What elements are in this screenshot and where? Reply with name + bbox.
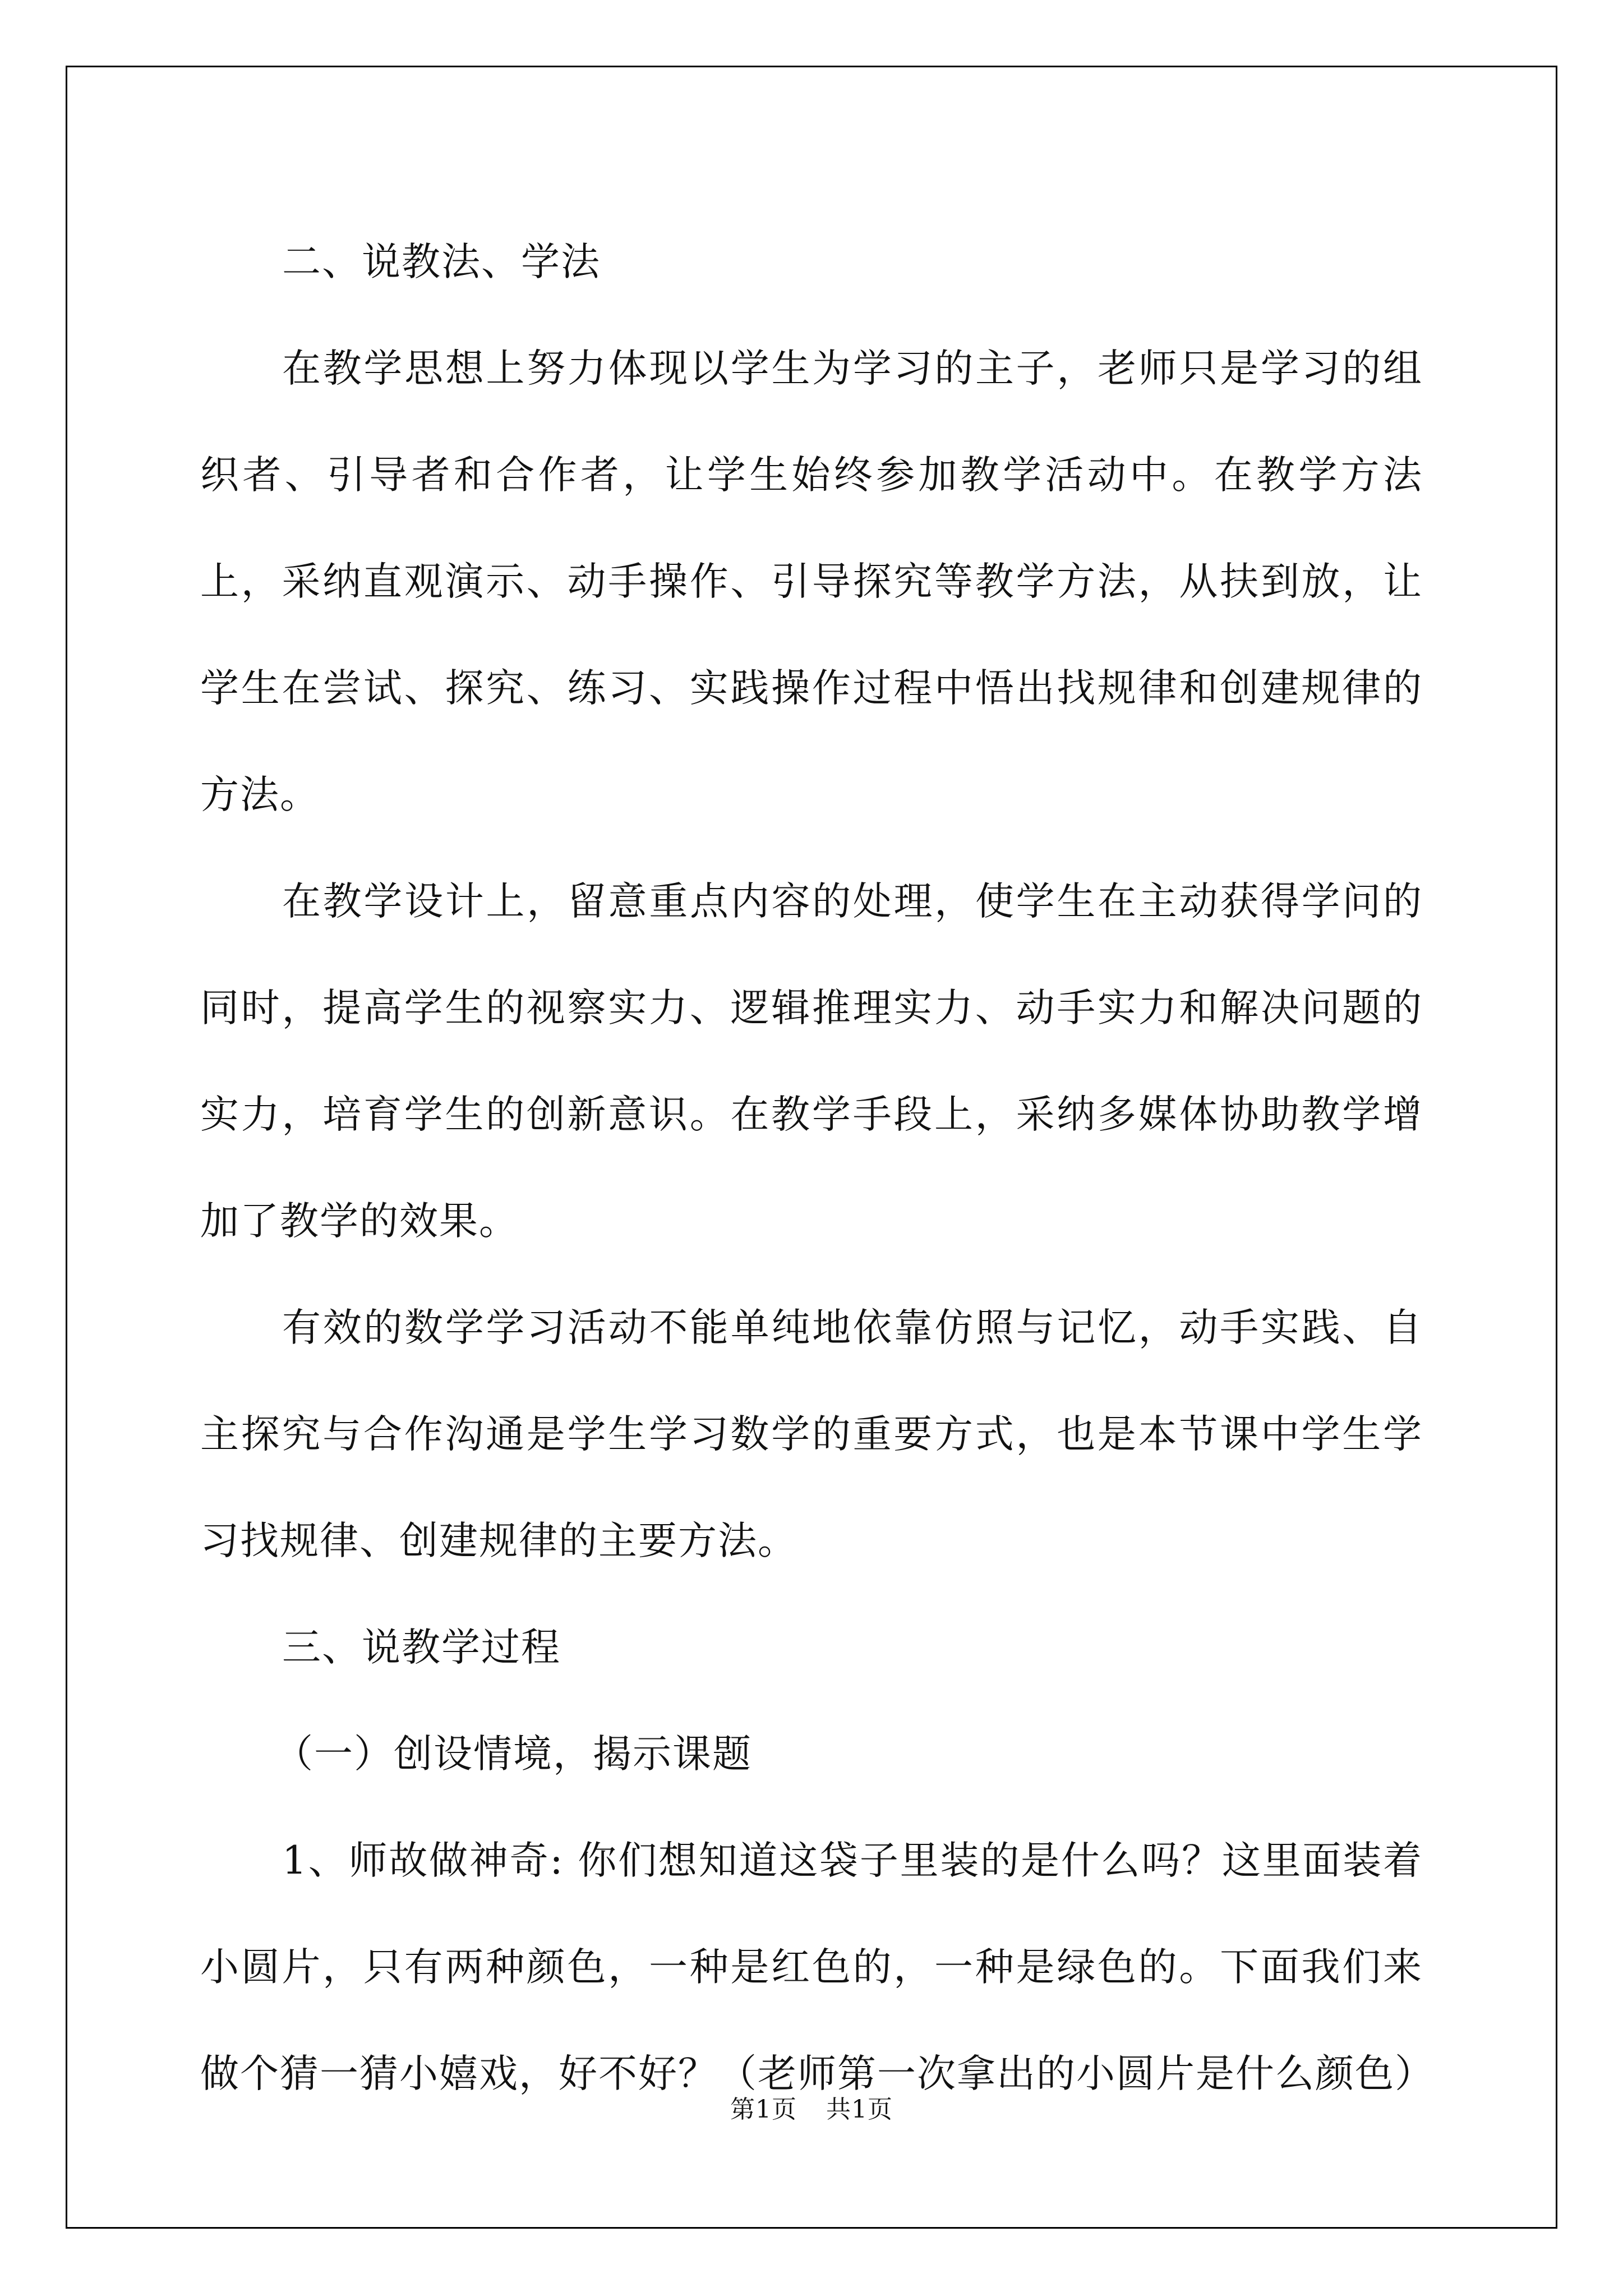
page-footer bbox=[0, 2089, 1623, 2125]
page-total: 共1页 bbox=[826, 2095, 893, 2124]
section-three-heading: 三、说教学过程 bbox=[282, 1625, 561, 1670]
subsection-one-heading: （一）创设情境，揭示课题 bbox=[274, 1732, 752, 1777]
paragraph-teaching-ideas: 在教学思想上努力体现以学生为学习的主子，老师只是学习的组织者、引导者和合作者，让学生始终参加教学活动中。在教学方法上，采纳直观演示、动手操作、引导探究等教学方法，从扶到放，让学生在尝试、探究、练习、实践操作过程中悟出找规律和创建规律的方法。 bbox=[200, 346, 1423, 817]
document-body bbox=[200, 209, 1435, 2127]
section-two-heading: 二、说教法、学法 bbox=[282, 240, 601, 284]
page-number: 第1页 bbox=[730, 2095, 797, 2124]
paragraph-teaching-design: 在教学设计上，留意重点内容的处理，使学生在主动获得学问的同时，提高学生的视察实力、逻辑推理实力、动手实力和解决问题的实力，培育学生的创新意识。在教学手段上，采纳多媒体协助教学增加了教学的效果。 bbox=[200, 879, 1423, 1244]
step-one-paragraph: 1、师故做神奇: 你们想知道这袋子里装的是什么吗？这里面装着小圆片，只有两种颜色，一种是红色的，一种是绿色的。下面我们来做个猜一猜小嬉戏，好不好？（老师第一次拿出的小圆片是什么颜色） bbox=[200, 1838, 1435, 2096]
paragraph-learning-activities: 有效的数学学习活动不能单纯地依靠仿照与记忆，动手实践、自主探究与合作沟通是学生学习数学的重要方式，也是本节课中学生学习找规律、创建规律的主要方法。 bbox=[200, 1305, 1423, 1563]
